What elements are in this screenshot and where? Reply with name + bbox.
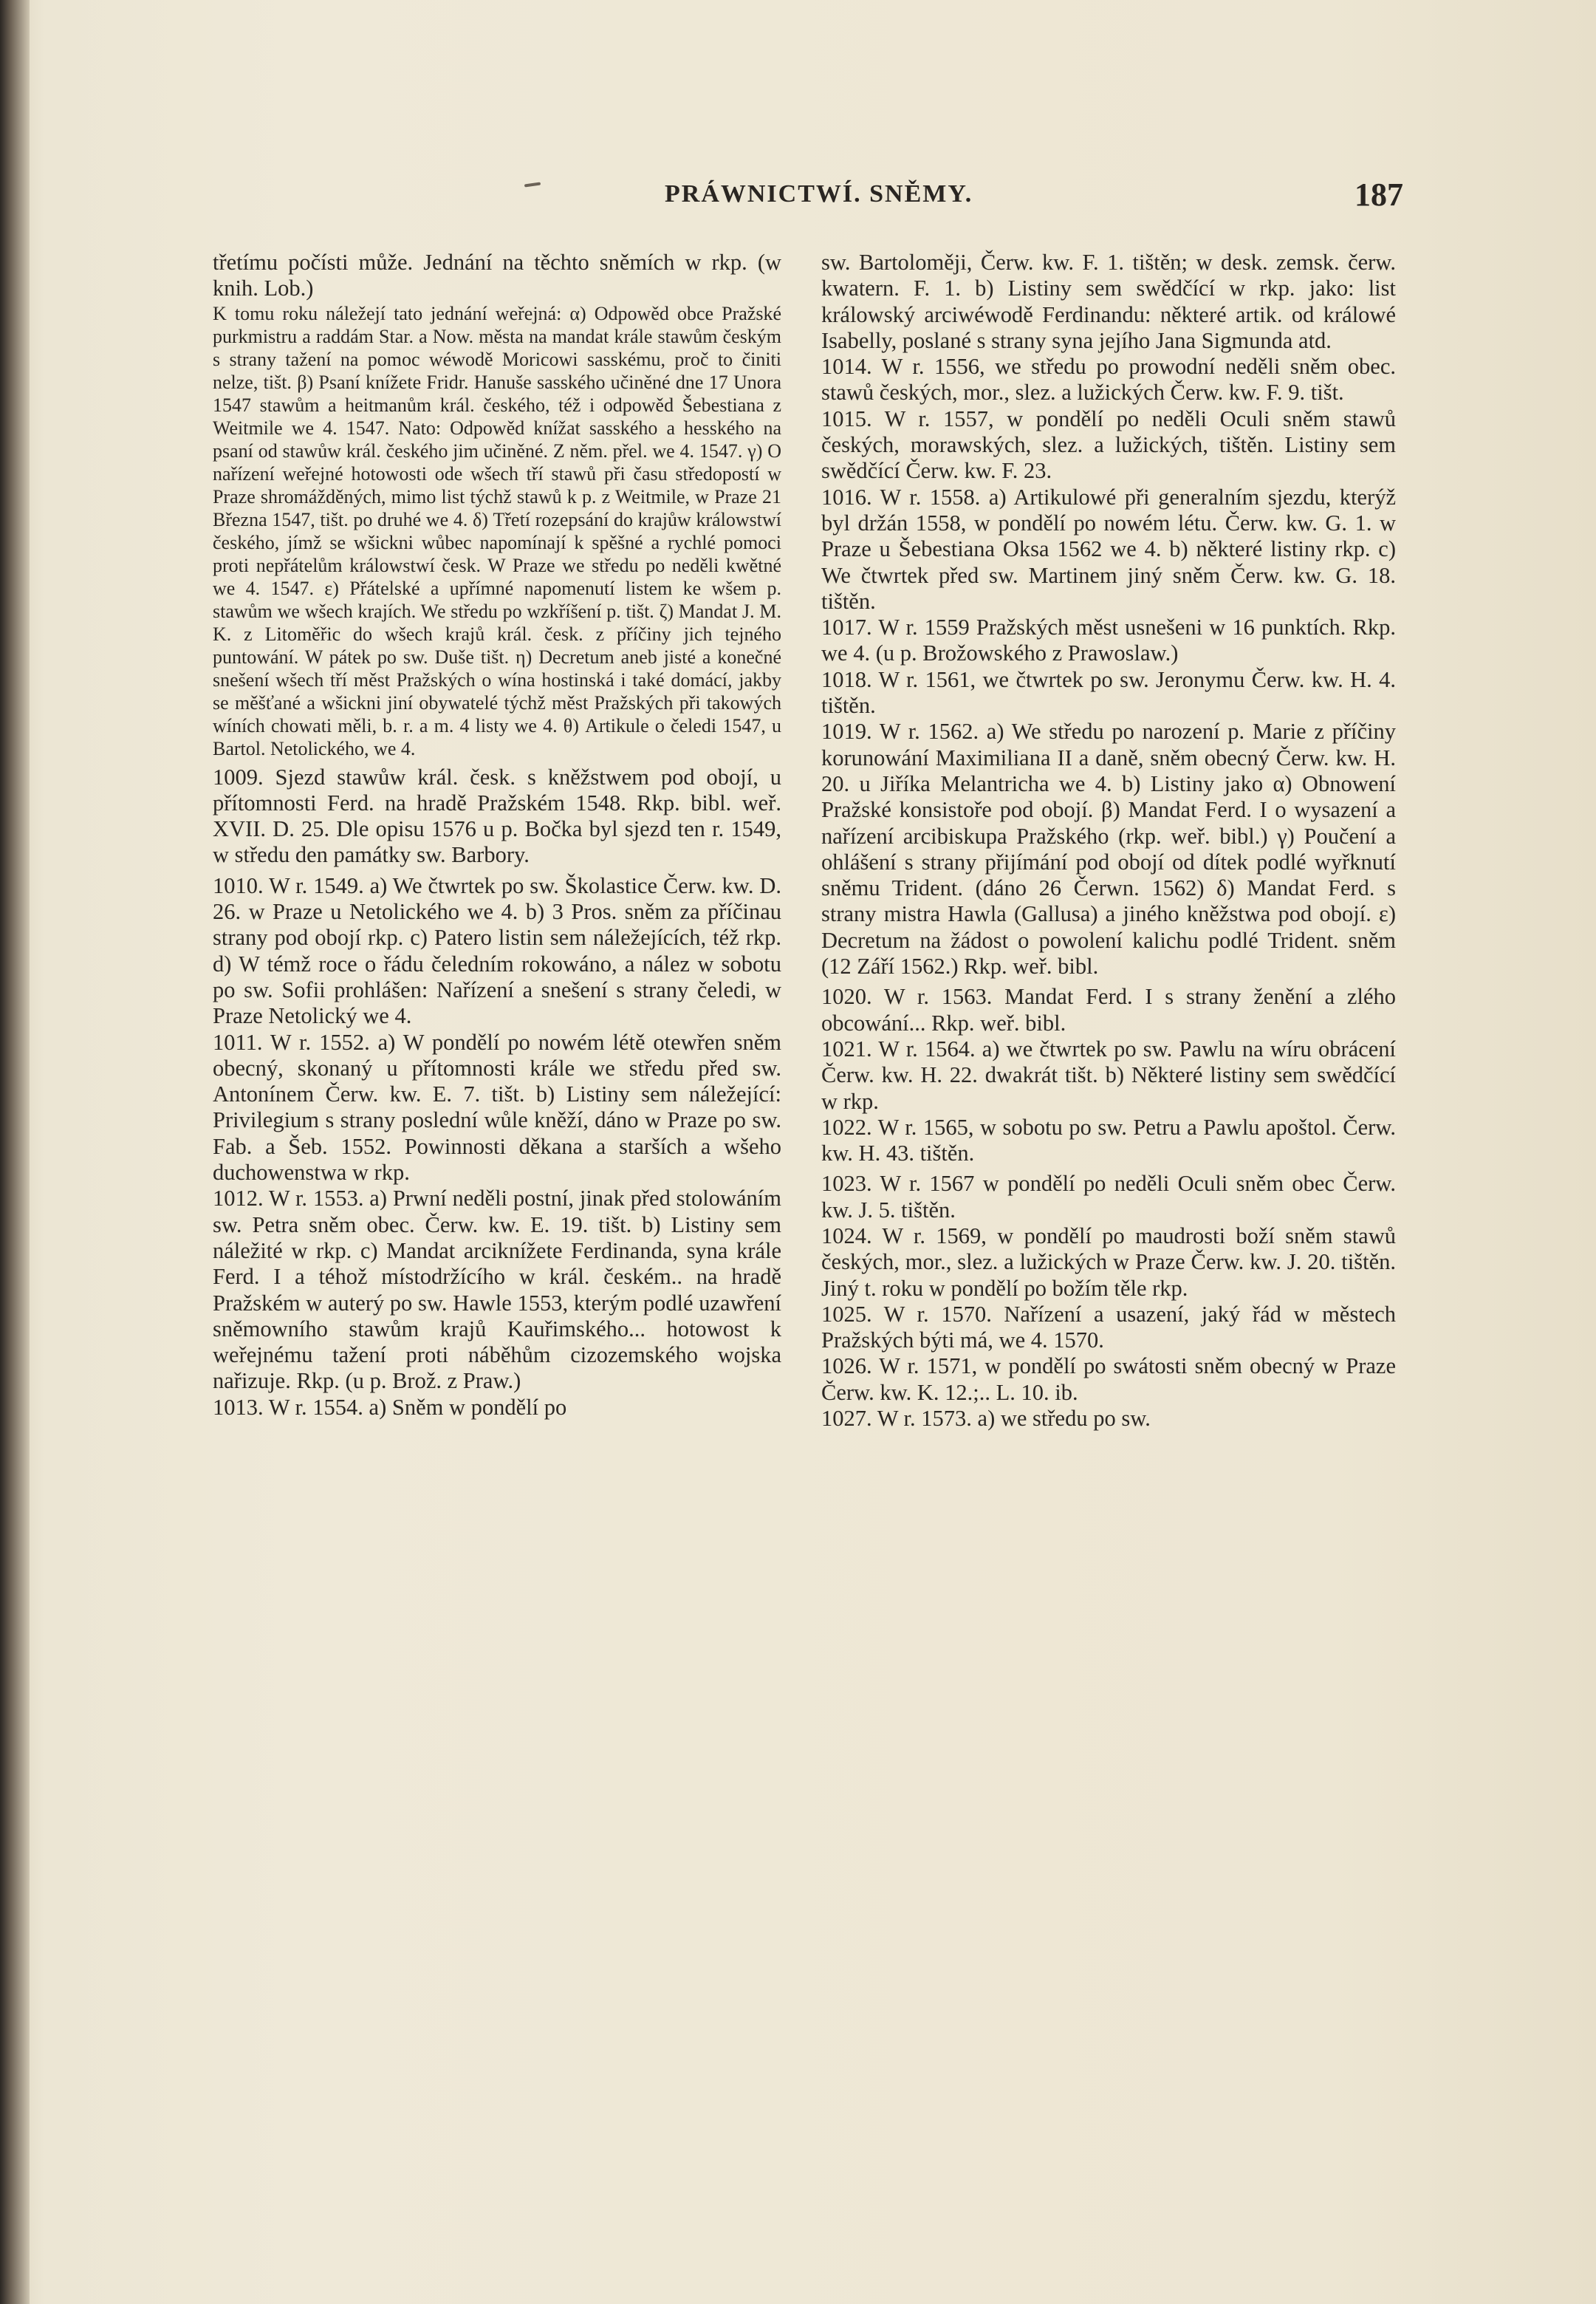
entry-1015: 1015. W r. 1557, w pondělí po neděli Oculi sněm stawů českých, morawských, slez. a lužických, tištěn. Listiny sem swědčící Čerw. kw. F. 23. (821, 406, 1396, 484)
entry-1024: 1024. W r. 1569, w pondělí po maudrosti boží sněm stawů českých, mor., slez. a lužických w Praze Čerw. kw. J. 20. tištěn. Jiný t. roku w pondělí po božím těle rkp. (821, 1223, 1396, 1301)
running-header (207, 176, 1403, 220)
entry-1011: 1011. W r. 1552. a) W pondělí po nowém létě otewřen sněm obecný, skonaný u přítomnosti krále we středu před sw. Antonínem Čerw. kw. E. 7. tišt. b) Listiny sem náležející: Privilegium s strany poslední wůle kněží, dáno w Praze po sw. Fab. a Šeb. 1552. Powinnosti děkana a starších a wšeho duchowenstwa w rkp. (213, 1029, 781, 1186)
entry-1019: 1019. W r. 1562. a) We středu po narození p. Marie z příčiny korunowání Maximiliana II a daně, sněm obecný Čerw. kw. H. 20. u Jiříka Melantricha we 4. b) Listiny jako α) Obnowení Pražské konsistoře pod obojí. β) Mandat Ferd. I o wysazení a nařízení arcibiskupa Pražského (rkp. weř. bibl.) γ) Poučení a ohlášení s strany přijímání pod obojí od dítek podlé wyřknutí sněmu Trident. (dáno 26 Čerwn. 1562) δ) Mandat Ferd. s strany mistra Hawla (Gallusa) a jiného kněžstwa pod obojí. ε) Decretum na žádost o powolení kalichu podlé Trident. sněm (12 Září 1562.) Rkp. weř. bibl. (821, 719, 1396, 980)
right-column (821, 250, 1396, 1432)
entry-1026: 1026. W r. 1571, w pondělí po swátosti sněm obecný w Praze Čerw. kw. K. 12.;.. L. 10. ib. (821, 1353, 1396, 1405)
entry-1025: 1025. W r. 1570. Nařízení a usazení, jaký řád w městech Pražských býti má, we 4. 1570. (821, 1301, 1396, 1353)
entry-1020: 1020. W r. 1563. Mandat Ferd. I s strany ženění a zlého obcowání... Rkp. weř. bibl. (821, 984, 1396, 1036)
entry-1012: 1012. W r. 1553. a) Prwní neděli postní, jinak před stolowáním sw. Petra sněm obec. Čerw. kw. E. 19. tišt. b) Listiny sem náležité w rkp. c) Mandat arciknížete Ferdinanda, syna krále Ferd. I a téhož místodržícího w král. českém.. na hradě Pražském w auterý po sw. Hawle 1553, kterým podlé uzawření sněmowního stawům krajů Kauřimského... hotowost k weřejnému tažení proti náběhům cizozemského wojska nařizuje. Rkp. (u p. Brož. z Praw.) (213, 1186, 781, 1394)
paragraph: K tomu roku náležejí tato jednání weřejná: α) Odpowěd obce Pražské purkmistru a raddám Star. a Now. města na mandat krále stawům českým s strany tažení na pomoc wéwodě Moricowi sasskému, proč to činiti nelze, tišt. β) Psaní knížete Fridr. Hanuše sasského učiněné dne 17 Unora 1547 stawům a heitmanům král. českého, též i odpowěd Šebestiana z Weitmile we 4. 1547. Nato: Odpowěd knížat sasského a hesského na psaní od stawůw král. českého jim učiněné. Z něm. přel. we 4. 1547. γ) O nařízení weřejné hotowosti ode wšech tří stawů při času středopostí w Praze shromážděných, mimo list týchž stawů k p. z Weitmile, w Praze 21 Března 1547, tišt. po druhé we 4. δ) Třetí rozepsání do krajůw králowstwí českého, jímž se wšickni wůbec napomínají k spěšné a rychlé pomoci proti nepřátelům králowstwí česk. W Praze we středu po neděli kwětné we 4. 1547. ε) Přátelské a upřímné napomenutí listem ke wšem p. stawům we wšech krajích. We středu po wzkříšení p. tišt. ζ) Mandat J. M. K. z Litoměřic do wšech krajů král. česk. z příčiny jich tejného puntowání. W pátek po sw. Duše tišt. η) Decretum aneb jisté a konečné snešení wšech tří měst Pražských o wína hostinská i také domácí, jakby se měšťané a wšickni jiní obywatelé týchž měst Pražských při takowých wíních chowati měli, b. r. a m. 4 listy we 4. θ) Artikule o čeledi 1547, u Bartol. Netolického, we 4. (213, 302, 781, 759)
entry-1009: 1009. Sjezd stawůw král. česk. s kněžstwem pod obojí, u přítomnosti Ferd. na hradě Pražském 1548. Rkp. bibl. weř. XVII. D. 25. Dle opisu 1576 u p. Bočka byl sjezd ten r. 1549, w středu den památky sw. Barbory. (213, 764, 781, 868)
entry-1027: 1027. W r. 1573. a) we středu po sw. (821, 1406, 1151, 1432)
header-title: PRÁWNICTWÍ. SNĚMY. (665, 180, 973, 208)
entry-1017: 1017. W r. 1559 Pražských měst usnešeni w 16 punktích. Rkp. we 4. (u p. Brožowského z Prawoslaw.) (821, 615, 1396, 666)
paragraph: sw. Bartoloměji, Čerw. kw. F. 1. tištěn; w desk. zemsk. čerw. kwatern. F. 1. b) Listiny sem swědčící w rkp. jako: list králowský arciwéwodě Ferdinandu: některé artik. od králowé Isabelly, poslané s strany syna jejího Jana Sigmunda atd. (821, 250, 1396, 353)
entry-1013: 1013. W r. 1554. a) Sněm w pondělí po (213, 1394, 567, 1420)
left-column (213, 250, 781, 1421)
entry-1010: 1010. W r. 1549. a) We čtwrtek po sw. Školastice Čerw. kw. D. 26. w Praze u Netolického we 4. b) 3 Pros. sněm za příčinau strany pod obojí rkp. c) Patero listin sem náležejících, též rkp. d) W témž roce o řádu čeledním rokowáno, a nález w sobotu po sw. Sofii prohlášen: Nařízení a snešení s strany čeledi, w Praze Netolický we 4. (213, 872, 781, 1029)
paragraph: třetímu počísti může. Jednání na těchto sněmích w rkp. (w knih. Lob.) (213, 250, 781, 301)
entry-1014: 1014. W r. 1556, we středu po prowodní neděli sněm obec. stawů českých, mor., slez. a lužických Čerw. kw. F. 9. tišt. (821, 354, 1396, 406)
entry-1018: 1018. W r. 1561, we čtwrtek po sw. Jeronymu Čerw. kw. H. 4. tištěn. (821, 666, 1396, 719)
binding-gutter (0, 0, 30, 2304)
entry-1023: 1023. W r. 1567 w pondělí po neděli Oculi sněm obec Čerw. kw. J. 5. tištěn. (821, 1171, 1396, 1223)
entry-1016: 1016. W r. 1558. a) Artikulowé při generalním sjezdu, kterýž byl držán 1558, w pondělí po nowém létu. Čerw. kw. G. 1. w Praze u Šebestiana Oksa 1562 we 4. b) některé listiny rkp. c) We čtwrtek před sw. Martinem jiný sněm Čerw. kw. G. 18. tištěn. (821, 484, 1396, 614)
page-number: 187 (1354, 177, 1403, 213)
entry-1022: 1022. W r. 1565, w sobotu po sw. Petru a Pawlu apoštol. Čerw. kw. H. 43. tištěn. (821, 1114, 1396, 1166)
entry-1021: 1021. W r. 1564. a) we čtwrtek po sw. Pawlu na wíru obrácení Čerw. kw. H. 22. dwakrát tišt. b) Některé listiny sem swědčící w rkp. (821, 1036, 1396, 1114)
